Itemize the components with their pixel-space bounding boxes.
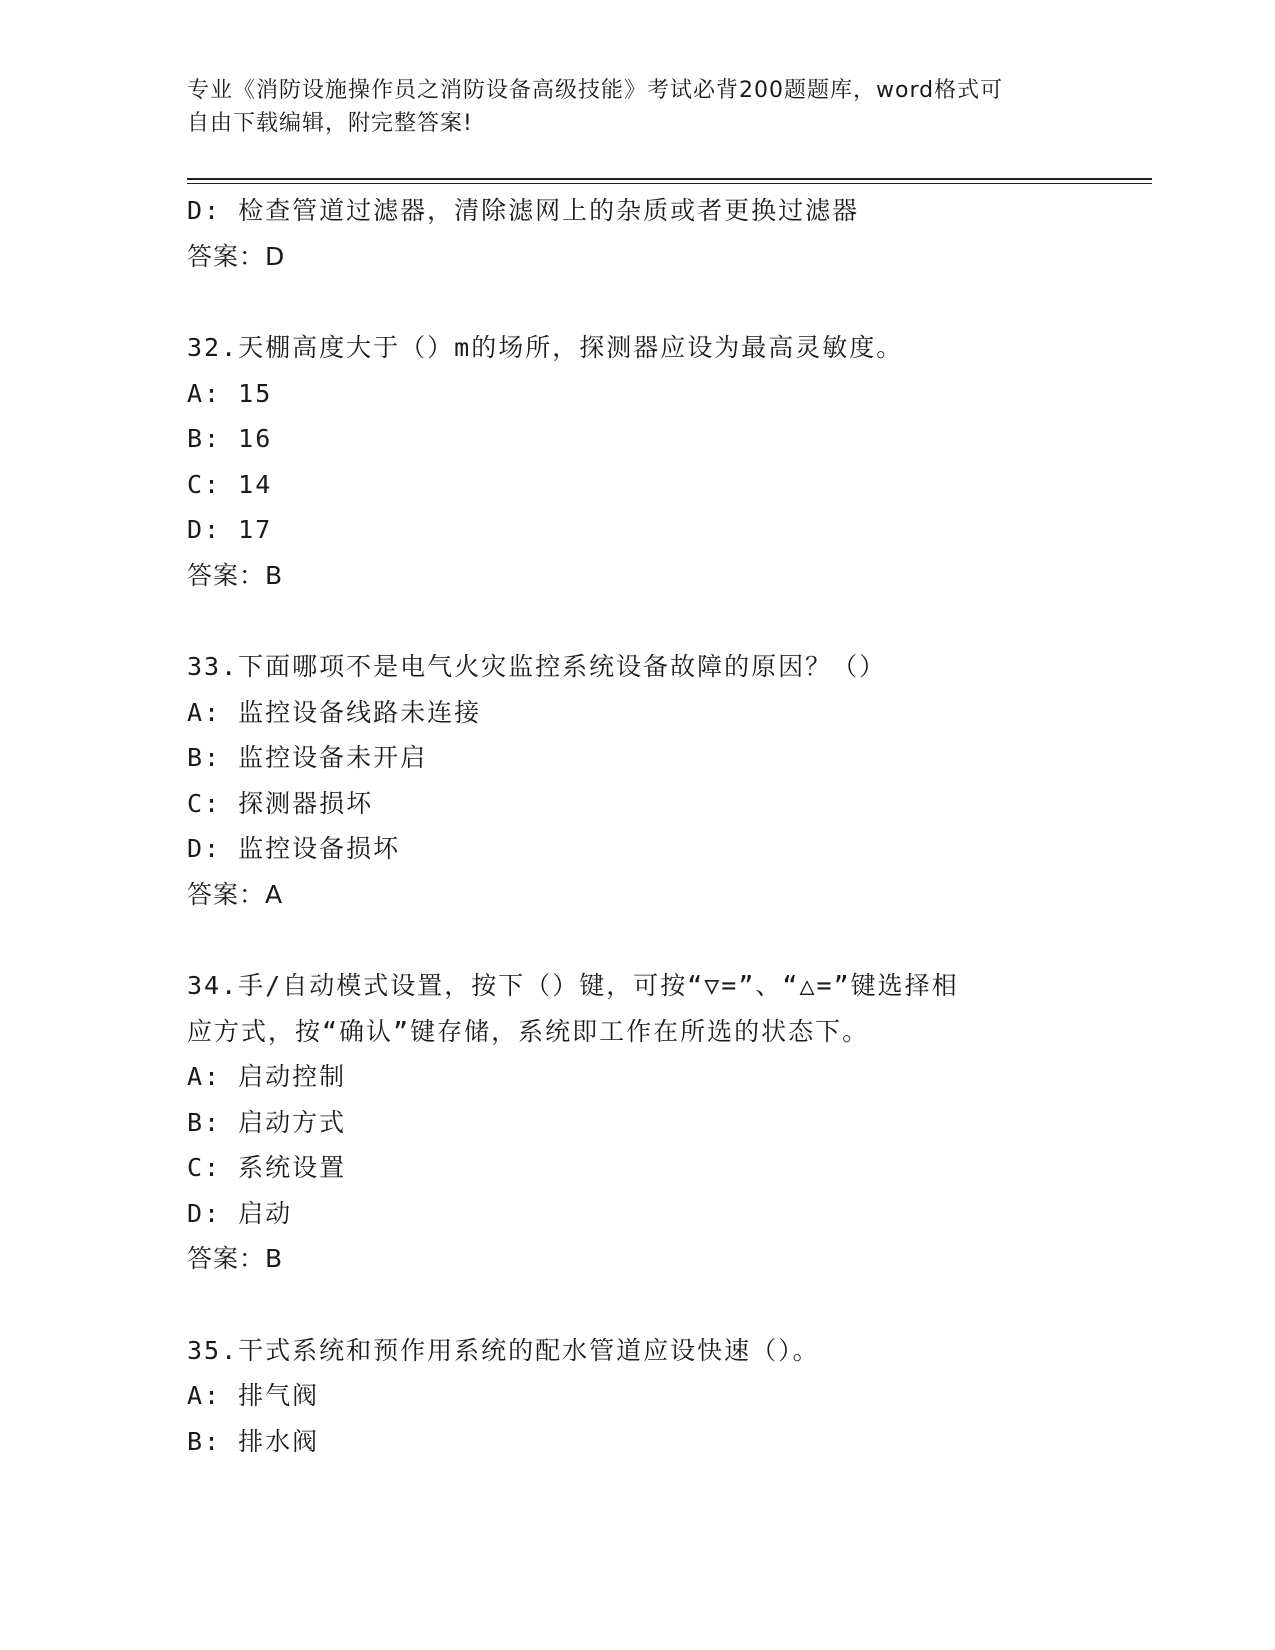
option-b: B: 16 [187,424,273,453]
spacer [187,1282,1067,1328]
question-33 [187,644,1067,917]
option-a: A: 排气阀 [187,1381,320,1410]
option-d: D: 启动 [187,1198,293,1228]
option-b: B: 启动方式 [187,1107,347,1137]
question-text-line-2: 应方式，按“确认”键存储，系统即工作在所选的状态下。 [187,1016,870,1046]
option-c: C: 探测器损坏 [187,788,374,818]
option-d: D: 17 [187,515,273,544]
question-35 [187,1328,1067,1465]
spacer [187,917,1067,963]
question-text: 35.干式系统和预作用系统的配水管道应设快速（）。 [187,1335,820,1365]
carryover-option-d: D: 检查管道过滤器，清除滤网上的杂质或者更换过滤器 [187,196,860,225]
option-b: B: 排水阀 [187,1426,320,1456]
answer: 答案：B [187,560,284,590]
question-text-line-1: 34.手/自动模式设置，按下（）键，可按“▽=”、“△=”键选择相 [187,971,959,1000]
answer: 答案：B [187,1244,284,1273]
header-divider-thin [187,183,1152,184]
header-title-line-1: 专业《消防设施操作员之消防设备高级技能》考试必背200题题库，word格式可 [187,78,1004,103]
carryover-answer: 答案：D [187,241,286,271]
option-b: B: 监控设备未开启 [187,743,428,772]
spacer [187,598,1067,644]
option-c: C: 14 [187,469,273,499]
spacer [187,279,1067,325]
header-title-line-2: 自由下载编辑，附完整答案! [187,111,473,136]
option-d: D: 监控设备损坏 [187,834,401,863]
question-34 [187,963,1067,1282]
question-32 [187,325,1067,598]
document-header [187,74,1067,140]
document-body [187,188,1067,1464]
option-c: C: 系统设置 [187,1153,347,1182]
answer: 答案：A [187,879,284,909]
header-divider-thick [187,178,1152,180]
option-a: A: 15 [187,378,273,408]
question-text: 33.下面哪项不是电气火灾监控系统设备故障的原因？（） [187,652,887,681]
option-a: A: 启动控制 [187,1062,347,1091]
question-text: 32.天棚高度大于（）m的场所，探测器应设为最高灵敏度。 [187,333,904,362]
option-a: A: 监控设备线路未连接 [187,697,482,727]
